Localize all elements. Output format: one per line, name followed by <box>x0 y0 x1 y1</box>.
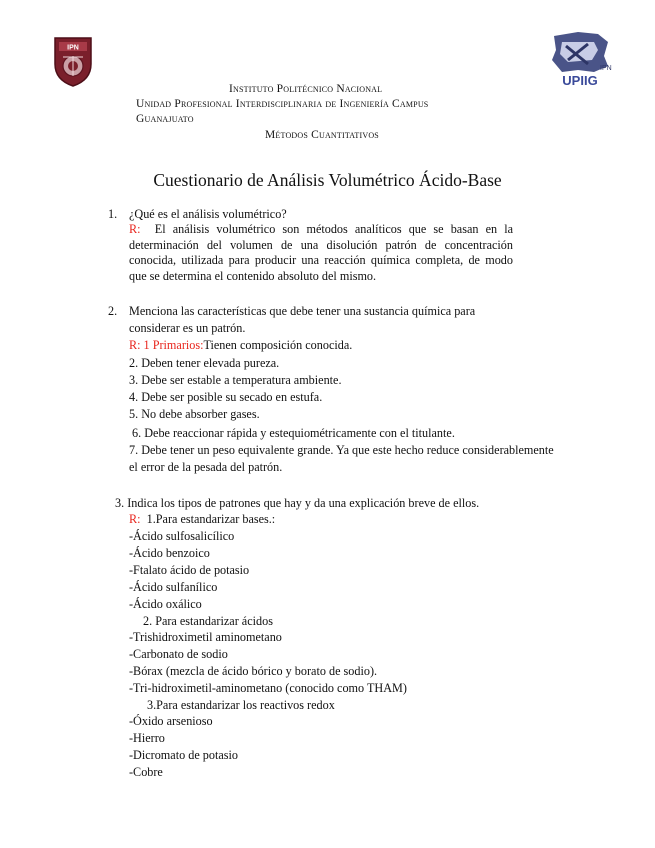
q2-question-line2: considerar es un patrón. <box>129 321 246 335</box>
q3-line: -Ácido sulfosalicílico <box>129 529 235 543</box>
q3-line: -Óxido arsenioso <box>129 714 213 728</box>
q3-subheading: 2. Para estandarizar ácidos <box>143 614 273 628</box>
q2-number: 2. <box>108 304 118 318</box>
q1-answer: R: El análisis volumétrico son métodos analíticos que se basan en la determinación del volumen de una disolución patrón de concentración conocida, utilizada para producir una reacción química completa, de modo que se determina el contenido absoluto del mismo. <box>129 222 513 283</box>
q2-item: 2. Deben tener elevada pureza. <box>129 356 280 370</box>
q1-question: ¿Qué es el análisis volumétrico? <box>129 207 287 221</box>
q2-item: el error de la pesada del patrón. <box>129 460 283 474</box>
q3-line: -Dicromato de potasio <box>129 748 238 762</box>
upiig-logo <box>548 30 612 90</box>
q3-line: -Ácido oxálico <box>129 597 202 611</box>
course-name: Métodos Cuantitativos <box>265 129 379 141</box>
document-title: Cuestionario de Análisis Volumétrico Ácido-Base <box>153 170 502 190</box>
q3-question: 3. Indica los tipos de patrones que hay y da una explicación breve de ellos. <box>115 496 480 510</box>
campus-name: Guanajuato <box>136 113 194 125</box>
q3-answer-first: R: 1.Para estandarizar bases.: <box>129 512 276 526</box>
q3-line: -Carbonato de sodio <box>129 647 228 661</box>
q2-item: 6. Debe reaccionar rápida y estequiométricamente con el titulante. <box>129 426 455 440</box>
q3-line: -Ácido sulfanílico <box>129 580 218 594</box>
q3-line: -Trishidroximetil aminometano <box>129 630 282 644</box>
q3-line: -Tri-hidroximetil-aminometano (conocido como THAM) <box>129 681 407 695</box>
institution-name: Instituto Politécnico Nacional <box>229 83 383 95</box>
svg-text:UPIIG: UPIIG <box>562 73 598 88</box>
svg-text:IPN: IPN <box>600 65 612 72</box>
q2-answer-label: R: 1 Primarios: <box>129 338 204 352</box>
q2-answer-first: R: 1 Primarios:Tienen composición conocida. <box>129 338 353 352</box>
q3-line: -Ftalato ácido de potasio <box>129 563 250 577</box>
q3-line: -Hierro <box>129 731 165 745</box>
q2-item: 5. No debe absorber gases. <box>129 407 260 421</box>
q2-question-line1: Menciona las características que debe tener una sustancia química para <box>129 304 476 318</box>
ipn-crest-logo <box>52 34 94 88</box>
unit-name: Unidad Profesional Interdisciplinaria de Ingeniería Campus <box>136 98 429 110</box>
q3-line: -Cobre <box>129 765 163 779</box>
q2-item: 3. Debe ser estable a temperatura ambiente. <box>129 373 342 387</box>
q1-number: 1. <box>108 207 118 221</box>
q1-answer-label: R: <box>129 222 141 236</box>
svg-text:IPN: IPN <box>67 44 79 52</box>
q3-line: -Ácido benzoico <box>129 546 210 560</box>
q2-item: 7. Debe tener un peso equivalente grande. Ya que este hecho reduce considerablemente <box>129 443 554 457</box>
q3-line: -Bórax (mezcla de ácido bórico y borato de sodio). <box>129 664 378 678</box>
q2-item: 4. Debe ser posible su secado en estufa. <box>129 390 323 404</box>
q3-subheading: 3.Para estandarizar los reactivos redox <box>147 698 335 712</box>
q3-answer-label: R: <box>129 512 141 526</box>
